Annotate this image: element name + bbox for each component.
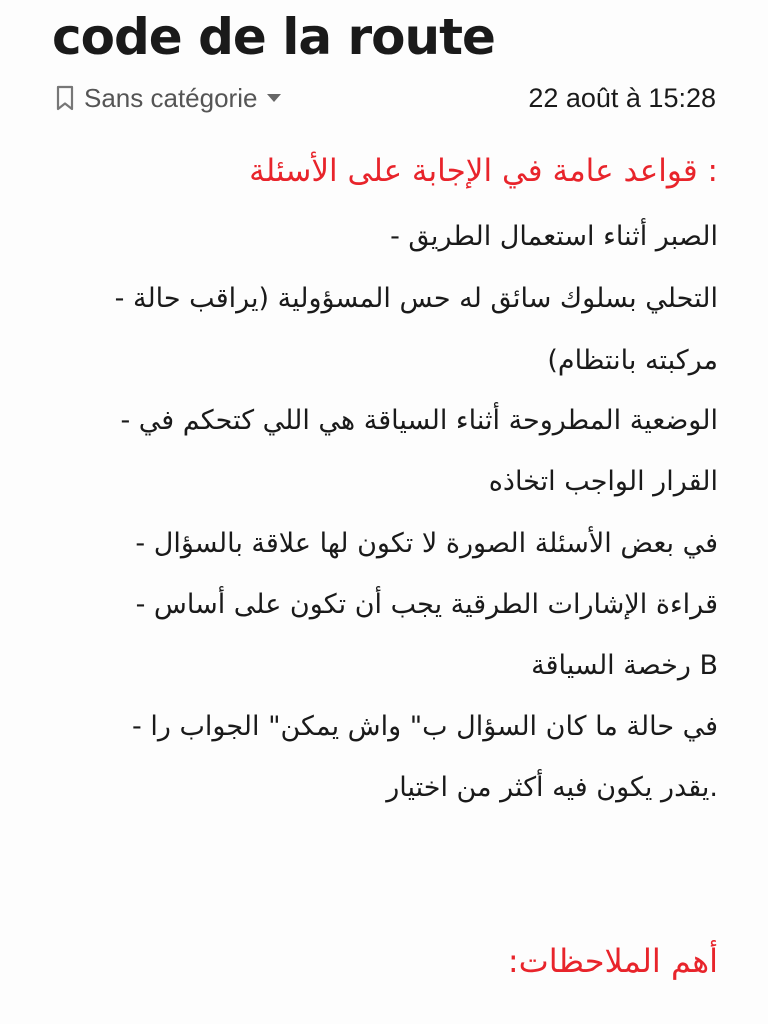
note-line: الوضعية المطروحة أثناء السياقة هي اللي كتحكم في - — [120, 405, 718, 436]
section-heading-important-notes: أهم الملاحظات: — [507, 942, 718, 980]
note-line: التحلي بسلوك سائق له حس المسؤولية (يراقب حالة - — [114, 283, 718, 314]
note-line: في بعض الأسئلة الصورة لا تكون لها علاقة بالسؤال - — [135, 528, 718, 559]
note-line: الصبر أثناء استعمال الطريق - — [390, 221, 718, 252]
note-line: القرار الواجب اتخاذه — [488, 466, 718, 497]
section-heading-general-rules: : قواعد عامة في الإجابة على الأسئلة — [249, 153, 718, 189]
note-line: مركبته بانتظام) — [547, 345, 718, 376]
note-date: 22 août à 15:28 — [528, 82, 716, 113]
note-line: .يقدر يكون فيه أكثر من اختيار — [386, 772, 718, 803]
category-selector[interactable] — [52, 83, 283, 114]
category-label: Sans catégorie — [84, 82, 258, 113]
caret-down-icon — [265, 91, 283, 105]
note-title[interactable]: code de la route — [52, 8, 495, 66]
bookmark-icon — [52, 84, 78, 112]
note-line: B رخصة السياقة — [531, 650, 718, 681]
note-meta-bar — [52, 78, 716, 118]
note-line: قراءة الإشارات الطرقية يجب أن تكون على أساس - — [135, 589, 718, 620]
note-line: في حالة ما كان السؤال ب" واش يمكن" الجواب را - — [132, 711, 718, 742]
